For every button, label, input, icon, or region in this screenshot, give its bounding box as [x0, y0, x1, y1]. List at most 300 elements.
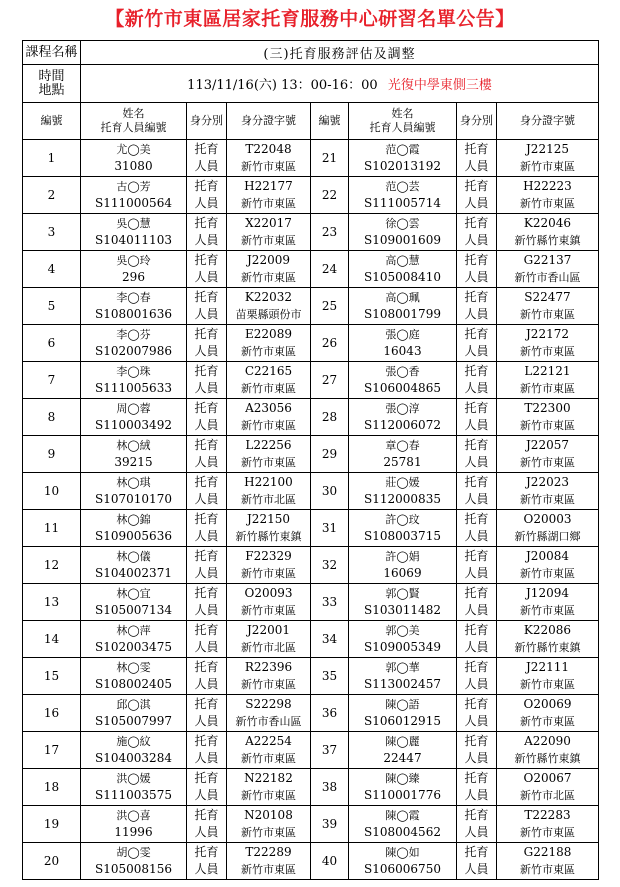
caregiver-name: 林◯絨	[116, 439, 151, 452]
caregiver-name: 林◯宜	[116, 587, 151, 600]
certificate	[497, 547, 599, 584]
course-info-table	[22, 40, 599, 103]
certificate-number: H22223	[523, 179, 572, 193]
certificate	[497, 214, 599, 251]
role: 托育 人員	[187, 177, 227, 214]
district: 新竹市東區	[241, 604, 296, 617]
district: 新竹市東區	[520, 604, 575, 617]
entry-number: 30	[311, 473, 349, 510]
entry-number: 21	[311, 140, 349, 177]
caregiver-id: S105007997	[95, 714, 172, 728]
role: 托育 人員	[457, 732, 497, 769]
district: 新竹縣竹東鎮	[514, 752, 581, 765]
caregiver-id: S110003492	[95, 418, 172, 432]
certificate-number: T22048	[245, 142, 292, 156]
role: 托育 人員	[457, 436, 497, 473]
header-role: 身分別	[457, 103, 497, 140]
caregiver-name-id	[81, 547, 187, 584]
caregiver-name-id	[349, 547, 457, 584]
caregiver-name: 林◯儀	[116, 550, 151, 563]
entry-number: 16	[23, 695, 81, 732]
caregiver-id: S104011103	[95, 233, 172, 247]
caregiver-name: 古◯芳	[116, 180, 151, 193]
district: 新竹市東區	[520, 382, 575, 395]
role: 托育 人員	[457, 769, 497, 806]
role: 托育 人員	[457, 547, 497, 584]
header-cert: 身分證字號	[227, 103, 311, 140]
entry-number: 22	[311, 177, 349, 214]
district: 新竹市東區	[520, 345, 575, 358]
caregiver-name: 郭◯賢	[385, 587, 420, 600]
caregiver-id: S111003575	[95, 788, 172, 802]
caregiver-id: S113002457	[364, 677, 441, 691]
caregiver-id: 296	[122, 270, 145, 284]
role: 托育 人員	[187, 510, 227, 547]
caregiver-id: S108004562	[364, 825, 441, 839]
entry-number: 35	[311, 658, 349, 695]
district: 新竹市東區	[520, 863, 575, 876]
district: 新竹市東區	[241, 863, 296, 876]
caregiver-name: 陳◯語	[385, 698, 420, 711]
role: 托育 人員	[457, 288, 497, 325]
certificate-number: F22329	[245, 549, 292, 563]
role: 托育 人員	[187, 843, 227, 880]
role: 托育 人員	[457, 584, 497, 621]
caregiver-name: 陳◯霞	[385, 809, 420, 822]
table-row	[23, 732, 599, 769]
entry-number: 40	[311, 843, 349, 880]
caregiver-name-id	[349, 806, 457, 843]
district: 新竹市北區	[241, 493, 296, 506]
certificate-number: J22057	[526, 438, 569, 452]
certificate	[497, 140, 599, 177]
caregiver-id: 16069	[383, 566, 422, 580]
caregiver-name: 林◯錦	[116, 513, 151, 526]
district: 新竹市東區	[520, 419, 575, 432]
certificate	[497, 769, 599, 806]
caregiver-name: 尤◯美	[116, 143, 151, 156]
caregiver-id: S104003284	[95, 751, 172, 765]
entry-number: 27	[311, 362, 349, 399]
certificate	[227, 399, 311, 436]
caregiver-name-id	[81, 769, 187, 806]
certificate-number: O20069	[523, 697, 572, 711]
course-label: 課程名稱	[23, 41, 81, 65]
table-row	[23, 140, 599, 177]
district: 新竹市東區	[520, 715, 575, 728]
entry-number: 3	[23, 214, 81, 251]
table-row	[23, 806, 599, 843]
caregiver-name: 吳◯慧	[116, 217, 151, 230]
caregiver-name-id	[81, 584, 187, 621]
certificate-number: N22182	[244, 771, 293, 785]
role: 托育 人員	[187, 769, 227, 806]
caregiver-id: S104002371	[95, 566, 172, 580]
entry-number: 7	[23, 362, 81, 399]
caregiver-name: 張◯淳	[385, 402, 420, 415]
caregiver-name-id	[349, 843, 457, 880]
table-row	[23, 362, 599, 399]
district: 新竹市香山區	[514, 271, 581, 284]
role: 托育 人員	[187, 621, 227, 658]
caregiver-id: S106012915	[364, 714, 441, 728]
district: 新竹市東區	[241, 197, 296, 210]
certificate-number: X22017	[245, 216, 292, 230]
caregiver-id: 25781	[383, 455, 422, 469]
certificate-number: T22300	[524, 401, 571, 415]
caregiver-name: 陳◯臻	[385, 772, 420, 785]
district: 新竹縣湖口鄉	[514, 530, 581, 543]
role: 托育 人員	[187, 547, 227, 584]
role: 托育 人員	[187, 399, 227, 436]
caregiver-id: S109005636	[95, 529, 172, 543]
certificate-number: R22396	[244, 660, 293, 674]
role: 托育 人員	[457, 695, 497, 732]
district: 新竹市東區	[241, 234, 296, 247]
district: 新竹市東區	[520, 197, 575, 210]
caregiver-name-id	[349, 399, 457, 436]
certificate-number: J22172	[526, 327, 569, 341]
certificate	[227, 732, 311, 769]
district: 新竹市東區	[520, 826, 575, 839]
entry-number: 33	[311, 584, 349, 621]
caregiver-id: S111005714	[364, 196, 441, 210]
entry-number: 11	[23, 510, 81, 547]
role: 托育 人員	[187, 140, 227, 177]
certificate-number: K22032	[244, 290, 293, 304]
district: 新竹市北區	[520, 789, 575, 802]
entry-number: 31	[311, 510, 349, 547]
caregiver-name-id	[349, 251, 457, 288]
caregiver-id: S108002405	[95, 677, 172, 691]
caregiver-name: 范◯芸	[385, 180, 420, 193]
caregiver-name-id	[81, 510, 187, 547]
caregiver-id: 11996	[114, 825, 153, 839]
certificate-number: O20003	[523, 512, 572, 526]
certificate-number: O20067	[523, 771, 572, 785]
certificate	[227, 806, 311, 843]
caregiver-name-id	[81, 473, 187, 510]
role: 托育 人員	[187, 288, 227, 325]
certificate-number: A23056	[245, 401, 292, 415]
caregiver-name-id	[349, 584, 457, 621]
role: 托育 人員	[187, 214, 227, 251]
table-row	[23, 584, 599, 621]
caregiver-name-id	[349, 769, 457, 806]
role: 托育 人員	[457, 325, 497, 362]
certificate	[227, 251, 311, 288]
certificate-number: K22086	[523, 623, 572, 637]
role: 托育 人員	[187, 732, 227, 769]
role: 托育 人員	[187, 806, 227, 843]
entry-number: 15	[23, 658, 81, 695]
district: 新竹市東區	[520, 493, 575, 506]
caregiver-name-id	[81, 732, 187, 769]
certificate-number: J20084	[526, 549, 569, 563]
caregiver-name: 章◯春	[385, 439, 420, 452]
district: 新竹市東區	[241, 456, 296, 469]
role: 托育 人員	[457, 473, 497, 510]
role: 托育 人員	[457, 177, 497, 214]
session-location: 光復中學東側三樓	[387, 78, 492, 93]
certificate-number: J22009	[247, 253, 290, 267]
certificate-number: J22001	[247, 623, 290, 637]
certificate	[227, 547, 311, 584]
table-row	[23, 251, 599, 288]
caregiver-name-id	[349, 288, 457, 325]
role: 托育 人員	[457, 658, 497, 695]
caregiver-id: S106004865	[364, 381, 441, 395]
roster-header-row	[23, 103, 599, 140]
caregiver-name-id	[349, 473, 457, 510]
caregiver-id: S105007134	[95, 603, 172, 617]
role: 托育 人員	[187, 251, 227, 288]
certificate-number: H22100	[244, 475, 293, 489]
caregiver-name: 張◯庭	[385, 328, 420, 341]
caregiver-name-id	[349, 214, 457, 251]
entry-number: 24	[311, 251, 349, 288]
district: 新竹縣竹東鎮	[235, 530, 302, 543]
caregiver-name-id	[349, 732, 457, 769]
session-datetime: 113/11/16(六) 13：00-16：00	[187, 78, 378, 93]
district: 新竹市東區	[520, 678, 575, 691]
caregiver-id: S102003475	[95, 640, 172, 654]
district: 新竹市東區	[241, 789, 296, 802]
table-row	[23, 436, 599, 473]
certificate-number: C22165	[244, 364, 293, 378]
caregiver-name-id	[349, 510, 457, 547]
certificate	[227, 436, 311, 473]
certificate	[497, 584, 599, 621]
certificate-number: K22046	[523, 216, 572, 230]
district: 新竹市東區	[241, 826, 296, 839]
table-row	[23, 510, 599, 547]
certificate	[497, 732, 599, 769]
caregiver-name-id	[349, 362, 457, 399]
certificate	[497, 510, 599, 547]
caregiver-id: 39215	[114, 455, 153, 469]
caregiver-name-id	[81, 436, 187, 473]
district: 新竹市東區	[241, 382, 296, 395]
certificate	[227, 177, 311, 214]
certificate	[227, 510, 311, 547]
caregiver-id: S111005633	[95, 381, 172, 395]
header-no: 編號	[23, 103, 81, 140]
caregiver-id: 16043	[383, 344, 422, 358]
caregiver-name: 許◯娟	[385, 550, 420, 563]
district: 新竹市東區	[241, 160, 296, 173]
caregiver-name-id	[81, 843, 187, 880]
role: 托育 人員	[457, 399, 497, 436]
caregiver-name: 施◯紋	[116, 735, 151, 748]
caregiver-id: 31080	[114, 159, 153, 173]
caregiver-name: 林◯琪	[116, 476, 151, 489]
caregiver-name: 徐◯雲	[385, 217, 420, 230]
entry-number: 8	[23, 399, 81, 436]
table-row	[23, 769, 599, 806]
page-title: 【新竹市東區居家托育服務中心研習名單公告】	[105, 8, 515, 30]
table-row	[23, 214, 599, 251]
caregiver-name: 李◯春	[116, 291, 151, 304]
caregiver-name: 洪◯媛	[116, 772, 151, 785]
time-location-label: 時間 地點	[23, 65, 81, 103]
caregiver-name-id	[81, 399, 187, 436]
caregiver-name: 陳◯如	[385, 846, 420, 859]
certificate-number: H22177	[244, 179, 293, 193]
district: 新竹市東區	[241, 271, 296, 284]
header-name: 姓名 托育人員編號	[81, 103, 187, 140]
caregiver-id: S102007986	[95, 344, 172, 358]
certificate	[497, 399, 599, 436]
caregiver-name-id	[81, 362, 187, 399]
certificate-number: T22289	[245, 845, 292, 859]
caregiver-id: S109005349	[364, 640, 441, 654]
caregiver-name-id	[349, 695, 457, 732]
table-row	[23, 177, 599, 214]
caregiver-id: S110001776	[364, 788, 441, 802]
district: 新竹市東區	[241, 567, 296, 580]
certificate	[497, 658, 599, 695]
caregiver-name-id	[81, 806, 187, 843]
caregiver-name-id	[81, 140, 187, 177]
entry-number: 13	[23, 584, 81, 621]
role: 托育 人員	[457, 362, 497, 399]
entry-number: 26	[311, 325, 349, 362]
entry-number: 5	[23, 288, 81, 325]
entry-number: 2	[23, 177, 81, 214]
entry-number: 36	[311, 695, 349, 732]
certificate	[497, 325, 599, 362]
certificate	[497, 473, 599, 510]
caregiver-id: S108003715	[364, 529, 441, 543]
header-role: 身分別	[187, 103, 227, 140]
certificate	[497, 251, 599, 288]
certificate	[227, 140, 311, 177]
certificate-number: N20108	[244, 808, 293, 822]
district: 新竹市東區	[520, 456, 575, 469]
table-row	[23, 843, 599, 880]
caregiver-name: 林◯雯	[116, 661, 151, 674]
caregiver-name: 許◯玟	[385, 513, 420, 526]
caregiver-name: 胡◯雯	[116, 846, 151, 859]
caregiver-id: S103011482	[364, 603, 441, 617]
certificate-number: S22477	[524, 290, 571, 304]
entry-number: 18	[23, 769, 81, 806]
entry-number: 32	[311, 547, 349, 584]
district: 新竹市香山區	[235, 715, 302, 728]
certificate	[497, 621, 599, 658]
entry-number: 28	[311, 399, 349, 436]
certificate	[497, 695, 599, 732]
certificate-number: L22121	[524, 364, 571, 378]
district: 新竹市北區	[241, 641, 296, 654]
certificate-number: T22283	[524, 808, 571, 822]
role: 托育 人員	[187, 584, 227, 621]
entry-number: 1	[23, 140, 81, 177]
role: 托育 人員	[457, 214, 497, 251]
certificate	[227, 288, 311, 325]
role: 托育 人員	[187, 695, 227, 732]
certificate-number: G22137	[523, 253, 572, 267]
certificate-number: J22111	[526, 660, 569, 674]
role: 托育 人員	[187, 473, 227, 510]
entry-number: 34	[311, 621, 349, 658]
entry-number: 10	[23, 473, 81, 510]
certificate-number: S22298	[245, 697, 292, 711]
caregiver-name-id	[81, 695, 187, 732]
caregiver-name: 李◯芬	[116, 328, 151, 341]
caregiver-id: S102013192	[364, 159, 441, 173]
caregiver-name-id	[349, 436, 457, 473]
entry-number: 9	[23, 436, 81, 473]
certificate-number: A22090	[524, 734, 571, 748]
entry-number: 19	[23, 806, 81, 843]
table-row	[23, 473, 599, 510]
caregiver-id: S106006750	[364, 862, 441, 876]
caregiver-name: 李◯珠	[116, 365, 151, 378]
caregiver-id: S112006072	[364, 418, 441, 432]
certificate-number: J12094	[526, 586, 569, 600]
certificate-number: E22089	[245, 327, 292, 341]
table-row	[23, 399, 599, 436]
certificate-number: J22150	[247, 512, 290, 526]
certificate-number: J22023	[526, 475, 569, 489]
certificate-number: J22125	[526, 142, 569, 156]
district: 新竹市東區	[520, 308, 575, 321]
caregiver-id: S105008156	[95, 862, 172, 876]
district: 新竹市東區	[241, 345, 296, 358]
caregiver-name-id	[81, 214, 187, 251]
caregiver-name: 洪◯喜	[116, 809, 151, 822]
caregiver-name: 邱◯淇	[116, 698, 151, 711]
district: 新竹市東區	[520, 160, 575, 173]
table-row	[23, 621, 599, 658]
caregiver-name: 陳◯麗	[385, 735, 420, 748]
certificate-number: O20093	[244, 586, 293, 600]
caregiver-name-id	[81, 177, 187, 214]
role: 托育 人員	[187, 658, 227, 695]
role: 托育 人員	[457, 251, 497, 288]
role: 托育 人員	[457, 843, 497, 880]
caregiver-name: 莊◯媛	[385, 476, 420, 489]
table-row	[23, 325, 599, 362]
district: 新竹市東區	[241, 752, 296, 765]
entry-number: 38	[311, 769, 349, 806]
entry-number: 25	[311, 288, 349, 325]
certificate	[497, 436, 599, 473]
certificate	[227, 325, 311, 362]
caregiver-name: 高◯珮	[385, 291, 420, 304]
district: 新竹縣竹東鎮	[514, 641, 581, 654]
table-row	[23, 547, 599, 584]
caregiver-name-id	[81, 325, 187, 362]
certificate	[227, 214, 311, 251]
caregiver-name-id	[349, 140, 457, 177]
entry-number: 12	[23, 547, 81, 584]
certificate	[497, 843, 599, 880]
caregiver-name: 郭◯美	[385, 624, 420, 637]
caregiver-name-id	[81, 658, 187, 695]
role: 托育 人員	[457, 621, 497, 658]
certificate	[497, 288, 599, 325]
header-name: 姓名 托育人員編號	[349, 103, 457, 140]
caregiver-name: 高◯慧	[385, 254, 420, 267]
caregiver-name: 范◯霞	[385, 143, 420, 156]
caregiver-name: 林◯萍	[116, 624, 151, 637]
entry-number: 4	[23, 251, 81, 288]
certificate	[227, 695, 311, 732]
caregiver-id: S109001609	[364, 233, 441, 247]
